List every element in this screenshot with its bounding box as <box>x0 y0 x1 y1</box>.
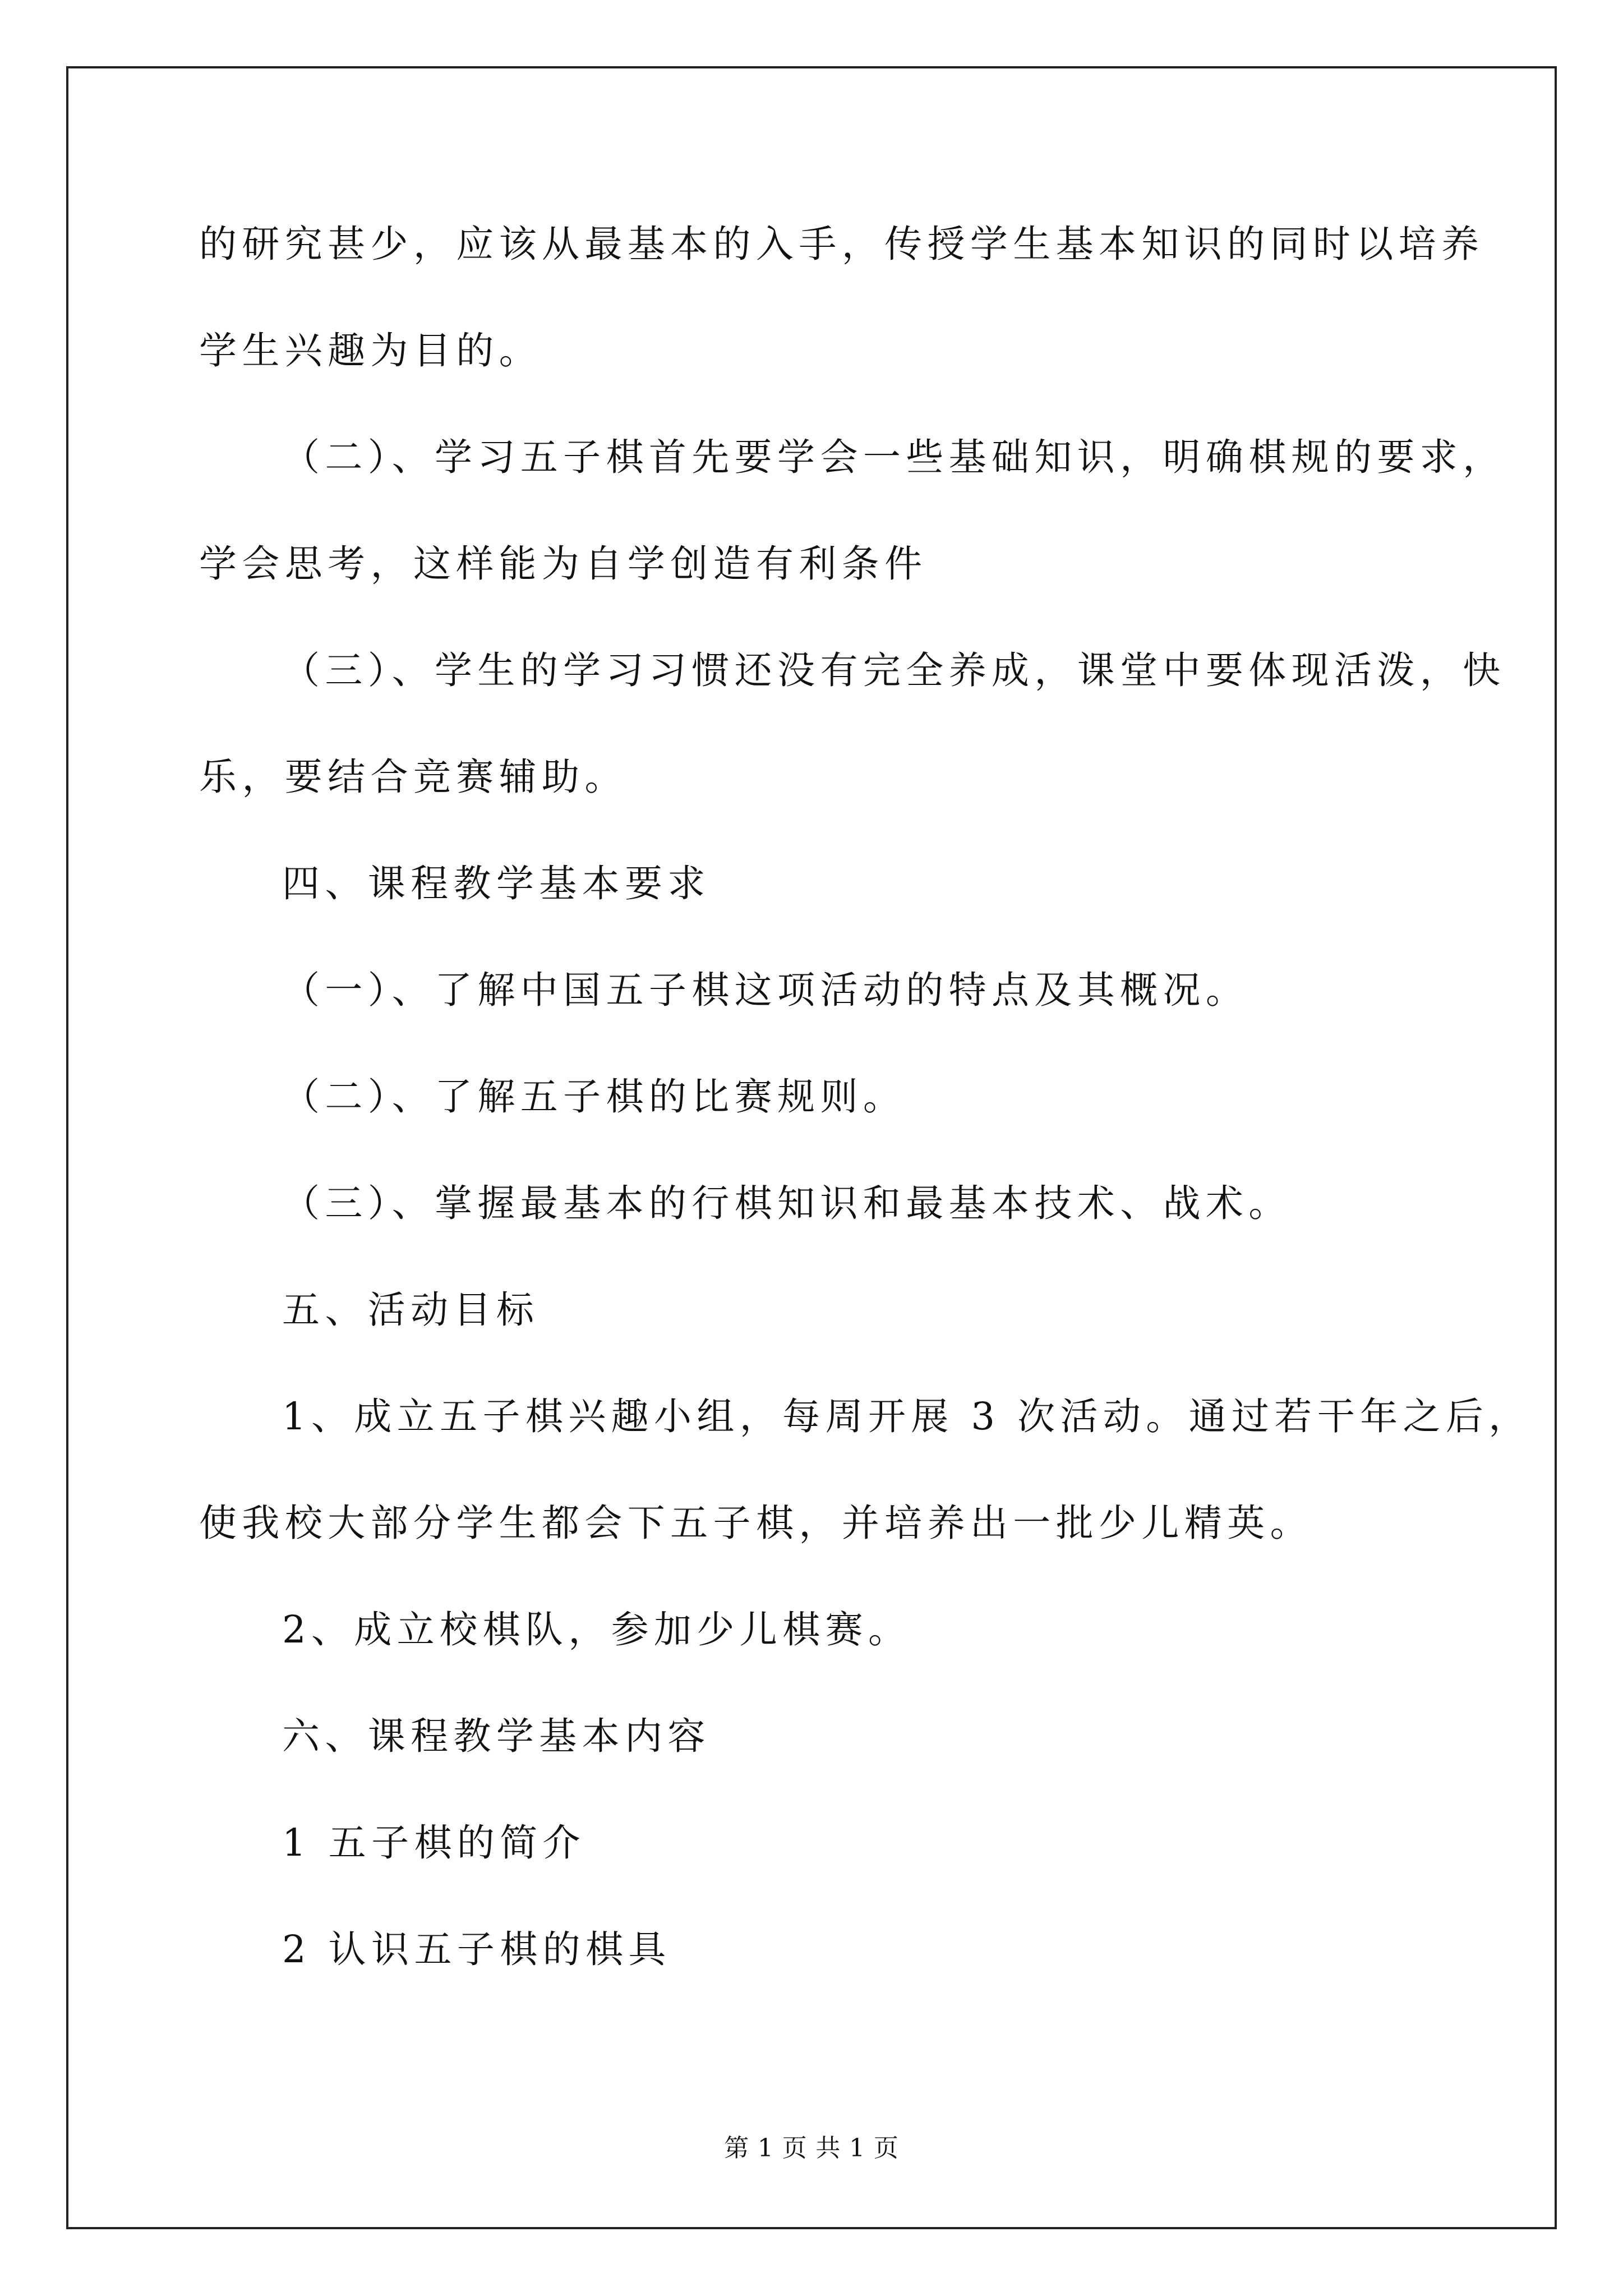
text-line: 1、成立五子棋兴趣小组，每周开展 3 次活动。通过若干年之后， <box>282 1395 1532 1438</box>
text-line: 1 五子棋的简介 <box>282 1821 585 1865</box>
text-line: （一）、了解中国五子棋这项活动的特点及其概况。 <box>282 968 1249 1012</box>
text-line: （二）、了解五子棋的比赛规则。 <box>282 1075 906 1119</box>
text-line: 2 认识五子棋的棋具 <box>282 1927 671 1971</box>
text-line: 乐，要结合竞赛辅助。 <box>199 755 628 799</box>
section-heading: 五、活动目标 <box>282 1288 540 1332</box>
text-line: 学生兴趣为目的。 <box>199 329 542 372</box>
text-line: 的研究甚少，应该从最基本的入手，传授学生基本知识的同时以培养 <box>199 222 1484 266</box>
text-line: （三）、掌握最基本的行棋知识和最基本技术、战术。 <box>282 1181 1292 1225</box>
section-heading: 四、课程教学基本要求 <box>282 862 711 905</box>
page-border <box>66 66 1557 2229</box>
text-line: 学会思考，这样能为自学创造有利条件 <box>199 542 928 586</box>
text-line: （三）、学生的学习习惯还没有完全养成，课堂中要体现活泼，快 <box>282 648 1506 692</box>
page-number: 第 1 页 共 1 页 <box>724 2134 899 2162</box>
text-line: 使我校大部分学生都会下五子棋，并培养出一批少儿精英。 <box>199 1501 1313 1545</box>
section-heading: 六、课程教学基本内容 <box>282 1714 711 1758</box>
text-line: 2、成立校棋队，参加少儿棋赛。 <box>282 1608 911 1651</box>
text-line: （二）、学习五子棋首先要学会一些基础知识，明确棋规的要求， <box>282 435 1506 479</box>
